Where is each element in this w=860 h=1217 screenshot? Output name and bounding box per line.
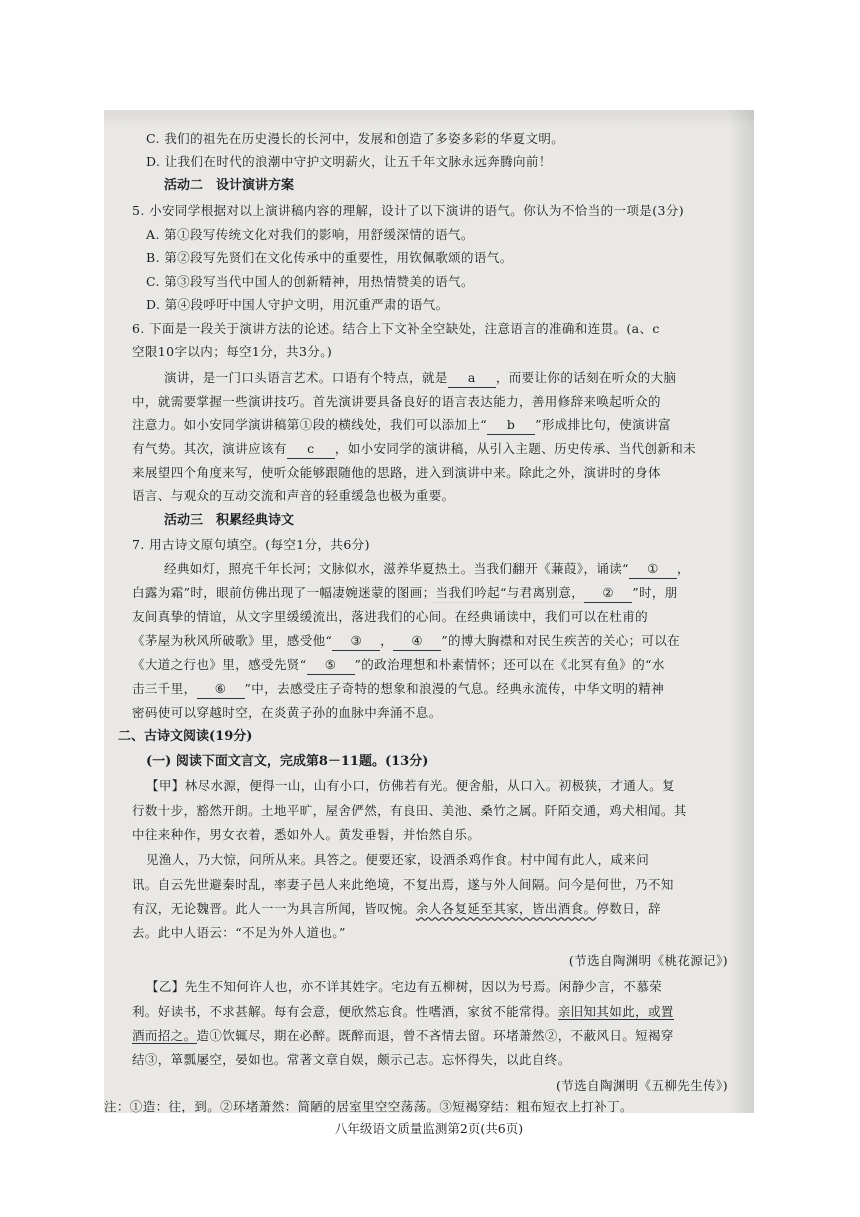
text-segment: ”的博大胸襟和对民生疾苦的关心；可以在: [441, 633, 681, 648]
classical-text-jia-line: 【甲】林尽水源，便得一山，山有小口，仿佛若有光。便舍船，从口入。初极狭，才通人。复: [146, 778, 675, 793]
speech-passage-line: [164, 369, 676, 388]
text-segment: ，: [676, 561, 690, 576]
poetry-passage-line: [132, 632, 680, 651]
text-segment: 有气势。其次，演讲应该有: [132, 441, 287, 456]
blank-2: ②: [584, 584, 632, 603]
poetry-passage-line: 密码使可以穿越时空，在炎黄子孙的血脉中奔涌不息。: [132, 705, 442, 720]
q5-option-b: B. 第②段写先贤们在文化传承中的重要性，用钦佩歌颂的语气。: [146, 250, 513, 265]
q5-option-d: D. 第④段呼吁中国人守护文明，用沉重严肃的语气。: [146, 297, 449, 312]
activity-two-heading: 活动二 设计演讲方案: [164, 178, 295, 193]
paper-shadow-top: [104, 110, 754, 128]
text-segment: 利。好读书，不求甚解。每有会意，便欣然忘食。性嗜酒，家贫不能常得。: [132, 1004, 558, 1019]
underlined-sentence: 亲旧知其如此，或置: [557, 1004, 674, 1019]
blank-c: c: [287, 440, 335, 459]
option-d-line: D. 让我们在时代的浪潮中守护文明薪火，让五千年文脉永远奔腾向前！: [146, 154, 552, 169]
text-segment: ，而要让你的话刻在听众的大脑: [495, 370, 677, 385]
poetry-passage-line: [132, 680, 664, 699]
section-two-heading: 二、古诗文阅读(19分): [118, 729, 253, 744]
text-segment: 造①饮辄尽，期在必醉。既醉而退，曾不吝情去留。环堵萧然②，不蔽风日。短褐穿: [196, 1028, 674, 1043]
question-7-stem: 7. 用古诗文原句填空。(每空1分，共6分): [132, 537, 370, 552]
poetry-passage-line: [132, 584, 678, 603]
classical-text-jia-line: [132, 900, 661, 918]
speech-passage-line: 来展望四个角度来写，使听众能够跟随他的思路，进入到演讲中来。除此之外，演讲时的身体: [132, 465, 661, 480]
paper-shadow-right: [728, 110, 754, 1113]
question-6-stem-cont: 空限10字以内；每空1分，共3分。): [132, 344, 333, 359]
text-segment: 白露为霜”时，眼前仿佛出现了一幅凄婉迷蒙的图画；当我们吟起“与君离别意，: [132, 585, 585, 600]
blank-1: ①: [629, 560, 677, 579]
question-6-stem: 6. 下面是一段关于演讲方法的论述。结合上下文补全空缺处，注意语言的准确和连贯。(a、c: [132, 321, 660, 336]
classical-text-jia-line: 讯。自云先世避秦时乱，率妻子邑人来此绝境，不复出焉，遂与外人间隔。问今是何世，乃不知: [132, 877, 674, 892]
text-segment: ，如小安同学的演讲稿，从引入主题、历史传承、当代创新和未: [334, 441, 697, 456]
text-segment: 击三千里，: [132, 681, 197, 696]
classical-text-yi-line: 【乙】先生不知何许人也，亦不详其姓字。宅边有五柳树，因以为号焉。闲静少言，不慕荣: [146, 979, 663, 994]
q5-option-a: A. 第①段写传统文化对我们的影响，用舒缓深情的语气。: [146, 227, 474, 242]
text-segment: 演讲，是一门口头语言艺术。口语有个特点，就是: [164, 370, 448, 385]
underlined-sentence: 酒而招之。: [132, 1028, 197, 1043]
source-citation-jia: (节选自陶渊明《桃花源记》): [568, 953, 728, 968]
q5-option-c: C. 第③段写当代中国人的创新精神，用热情赞美的语气。: [146, 274, 474, 289]
exam-page: [104, 110, 754, 1113]
text-segment: 《大道之行也》里，感受先贤“: [132, 657, 307, 672]
text-segment: ”的政治理想和朴素情怀；还可以在《北冥有鱼》的“水: [354, 657, 665, 672]
poetry-passage-line: 友间真挚的情谊，从文字里缓缓流出，落进我们的心间。在经典诵读中，我们可以在杜甫的: [132, 609, 649, 624]
classical-text-yi-line: [132, 1027, 674, 1045]
text-segment: 注意力。如小安同学演讲稿第①段的横线处，我们可以添加上“: [132, 417, 488, 432]
blank-a: a: [448, 369, 496, 388]
classical-text-yi-line: [132, 1003, 674, 1021]
question-5-stem: 5. 小安同学根据对以上演讲稿内容的理解，设计了以下演讲的语气。你认为不恰当的一项是(3分): [132, 203, 685, 218]
blank-4: ④: [393, 632, 441, 651]
poetry-passage-line: [164, 560, 690, 579]
classical-text-jia-line: 中往来种作，男女衣着，悉如外人。黄发垂髫，并怡然自乐。: [132, 827, 481, 842]
blank-3: ③: [332, 632, 380, 651]
classical-text-jia-line: 去。此中人语云：“不足为外人道也。”: [132, 925, 346, 940]
page-footer: 八年级语文质量监测第2页(共6页): [334, 1121, 524, 1136]
classical-text-yi-line: 结③，箪瓢屡空，晏如也。常著文章自娱，颇示己志。忘怀得失，以此自终。: [132, 1052, 571, 1067]
annotation-notes: 注：①造：往，到。②环堵萧然：简陋的居室里空空荡荡。③短褐穿结：粗布短衣上打补丁。: [104, 1099, 633, 1113]
text-segment: 停数日，辞: [596, 901, 661, 916]
text-segment: 《茅屋为秋风所破歌》里，感受他“: [132, 633, 333, 648]
text-segment: ”中，去感受庄子奇特的想象和浪漫的气息。经典永流传，中华文明的精神: [244, 681, 665, 696]
blank-b: b: [487, 416, 535, 435]
classical-text-jia-line: 行数十步，豁然开朗。土地平旷，屋舍俨然，有良田、美池、桑竹之属。阡陌交通，鸡犬相闻。其: [132, 803, 687, 818]
poetry-passage-line: [132, 656, 665, 675]
text-segment: ”时，朋: [632, 585, 678, 600]
speech-passage-line: 语言、与观众的互动交流和声音的轻重缓急也极为重要。: [132, 488, 455, 503]
speech-passage-line: [132, 440, 696, 459]
text-segment: 有汉，无论魏晋。此人一一为具言所闻，皆叹惋。: [132, 901, 416, 916]
speech-passage-line: 中，就需要掌握一些演讲技巧。首先演讲要具备良好的语言表达能力，善用修辞来唤起听众的: [132, 394, 661, 409]
option-c-line: C. 我们的祖先在历史漫长的长河中，发展和创造了多姿多彩的华夏文明。: [146, 131, 565, 146]
blank-5: ⑤: [307, 656, 355, 675]
text-segment: 经典如灯，照亮千年长河；文脉似水，滋养华夏热土。当我们翻开《蒹葭》，诵读“: [164, 561, 629, 576]
source-citation-yi: (节选自陶渊明《五柳先生传》): [555, 1078, 728, 1093]
text-segment: ，: [380, 633, 394, 648]
text-segment: ”形成排比句，使演讲富: [535, 417, 671, 432]
subsection-one-heading: (一) 阅读下面文言文，完成第8－11题。(13分): [146, 754, 429, 769]
blank-6: ⑥: [197, 680, 245, 699]
wavy-underlined-sentence: 余人各复延至其家，皆出酒食。: [415, 901, 597, 916]
activity-three-heading: 活动三 积累经典诗文: [164, 513, 295, 528]
speech-passage-line: [132, 416, 671, 435]
classical-text-jia-line: 见渔人，乃大惊，问所从来。具答之。便要还家，设酒杀鸡作食。村中闻有此人，咸来问: [146, 852, 650, 867]
